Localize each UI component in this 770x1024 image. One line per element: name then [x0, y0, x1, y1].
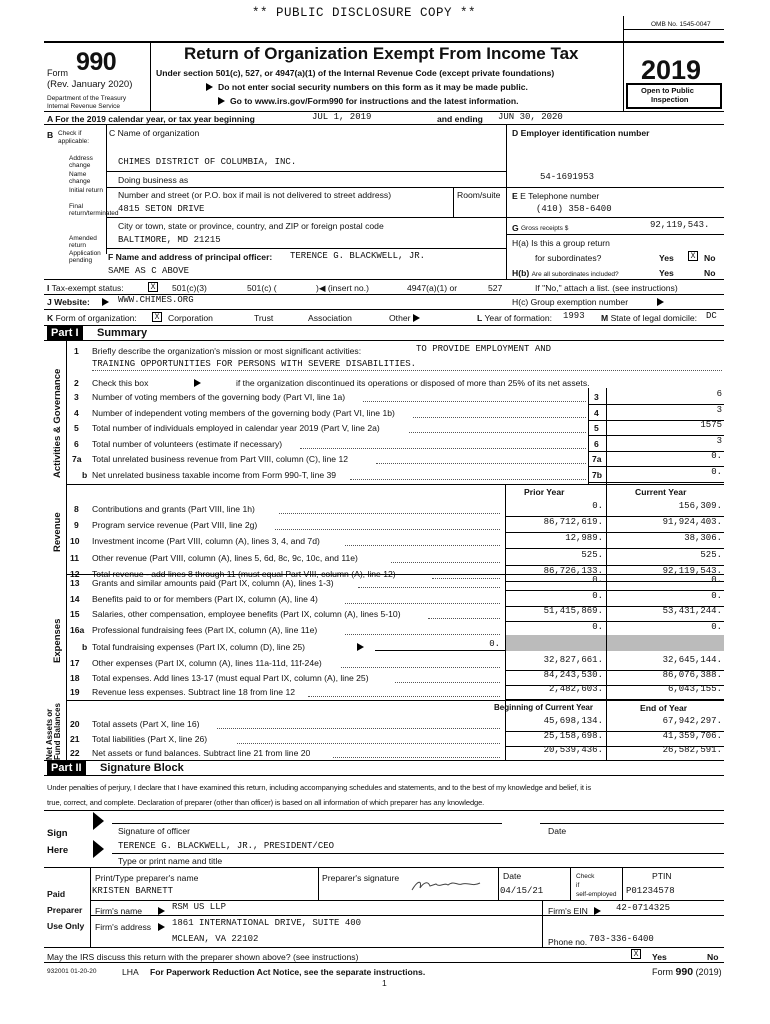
firm-ein[interactable]: 42-0714325 — [616, 903, 671, 913]
paid-label: Paid — [47, 889, 66, 899]
hb-no-label: No — [704, 268, 716, 278]
firm-ein-label: Firm's EIN — [548, 906, 588, 916]
current-year-value[interactable]: 26,582,591. — [662, 745, 722, 755]
principal-officer-address: SAME AS C ABOVE — [108, 266, 190, 276]
ha-label: H(a) Is this a group return — [512, 238, 610, 248]
gov-line-box: 7b — [592, 469, 603, 480]
public-disclosure-banner: ** PUBLIC DISCLOSURE COPY ** — [252, 6, 477, 20]
current-year-value[interactable]: 525. — [700, 549, 722, 560]
instructions-link[interactable]: Go to www.irs.gov/Form990 for instructions and the latest information. — [230, 96, 519, 106]
prior-year-value[interactable]: 32,827,661. — [543, 655, 603, 665]
side-activities-governance: Activities & Governance — [52, 368, 63, 478]
gov-line-number: 4 — [74, 407, 79, 418]
side-net-assets: Net Assets or Fund Balances — [45, 703, 62, 760]
current-year-value[interactable]: 92,119,543. — [662, 565, 722, 576]
gov-line-text: Net unrelated business taxable income from Form 990-T, line 39 — [92, 469, 337, 480]
omb-number: OMB No. 1545-0047 — [651, 21, 711, 28]
line-leader — [395, 682, 500, 683]
prior-year-value[interactable]: 25,158,698. — [543, 730, 603, 741]
line-text: Net assets or fund balances. Subtract line 21 from line 20 — [92, 748, 311, 758]
discuss-yes-checkbox[interactable]: X — [631, 949, 641, 959]
and-ending-label: and ending — [437, 114, 483, 124]
gov-line-leader — [376, 463, 586, 464]
sign-date-label: Date — [548, 826, 567, 836]
line-number: 12 — [70, 568, 80, 579]
preparer-date[interactable]: 04/15/21 — [500, 886, 544, 896]
gov-line-text: Number of independent voting members of the governing body (Part VI, line 1b) — [92, 407, 395, 418]
line-number: 15 — [70, 609, 80, 619]
firm-address-1[interactable]: 1861 INTERNATIONAL DRIVE, SUITE 400 — [172, 918, 362, 928]
ptin-label: PTIN — [652, 871, 672, 881]
dba-label: Doing business as — [118, 175, 189, 185]
line-text: Benefits paid to or for members (Part IX, column (A), line 4) — [92, 593, 318, 604]
j-website-label: J Website: — [47, 297, 90, 307]
line-leader — [308, 696, 500, 697]
prior-year-value[interactable]: 45,698,134. — [543, 716, 603, 726]
current-year-value[interactable]: 6,043,155. — [667, 684, 722, 694]
line-16b-value: 0. — [489, 639, 500, 649]
b-item-initial-return[interactable]: Initial return — [69, 187, 103, 194]
current-year-value[interactable]: 0. — [711, 590, 722, 601]
other-label: Other — [389, 313, 411, 323]
lha-label: LHA — [122, 967, 139, 977]
line-leader — [217, 728, 501, 729]
line-text: Total liabilities (Part X, line 26) — [92, 733, 208, 744]
part1-tag: Part I — [47, 326, 83, 340]
line-number: 10 — [70, 536, 80, 547]
c-name-label: C Name of organization — [109, 128, 200, 138]
e-phone-label: E E Telephone number — [512, 191, 600, 201]
firm-address-label: Firm's address — [95, 922, 152, 932]
if-label: if — [576, 882, 580, 889]
line-2-check: Check this box — [92, 378, 149, 388]
side-revenue: Revenue — [52, 512, 63, 552]
ha-sub-label: for subordinates? — [535, 253, 602, 263]
line-text: Salaries, other compensation, employee benefits (Part IX, column (A), lines 5-10) — [92, 609, 401, 619]
preparer-signature-label: Preparer's signature — [322, 873, 400, 883]
current-year-value[interactable]: 86,076,388. — [662, 669, 722, 680]
line-leader — [358, 587, 500, 588]
arrow-icon — [413, 314, 420, 322]
discuss-no-label: No — [707, 952, 719, 962]
gov-line-box: 3 — [594, 392, 599, 402]
part1-title: Summary — [97, 327, 148, 339]
preparer-name[interactable]: KRISTEN BARNETT — [92, 886, 174, 896]
firm-name-label: Firm's name — [95, 906, 143, 916]
gov-line-value[interactable]: 0. — [711, 466, 722, 477]
arrow-icon — [158, 923, 165, 931]
527-label: 527 — [488, 283, 503, 293]
mission-line-b: TRAINING OPPORTUNITIES FOR PERSONS WITH SEVERE DISABILITIES. — [92, 359, 417, 369]
ssn-notice: Do not enter social security numbers on this form as it may be made public. — [218, 82, 528, 92]
b-item-name-change[interactable]: Name change — [69, 171, 91, 185]
line-text: Total revenue - add lines 8 through 11 (must equal Part VIII, column (A), line 12) — [92, 568, 396, 579]
website-value[interactable]: WWW.CHIMES.ORG — [118, 295, 194, 305]
501c-label: 501(c) ( — [247, 283, 277, 293]
gov-line-number: 6 — [74, 438, 79, 449]
501c3-label: 501(c)(3) — [172, 283, 207, 293]
line-2-text: if the organization discontinued its operations or disposed of more than 25% of its net assets. — [236, 378, 590, 388]
form-code: 932001 01-20-20 — [47, 968, 97, 975]
trust-label: Trust — [254, 313, 274, 323]
current-year-value[interactable]: 0. — [711, 621, 722, 632]
preparer-date-label: Date — [503, 871, 522, 881]
ha-no-checkbox[interactable]: X — [688, 251, 698, 261]
gov-line-text: Number of voting members of the governing body (Part VI, line 1a) — [92, 392, 346, 402]
year-of-formation: 1993 — [563, 311, 585, 321]
gov-line-value[interactable]: 3 — [716, 435, 722, 446]
form-subtitle: Under section 501(c), 527, or 4947(a)(1) of the Internal Revenue Code (except private foundations) — [156, 68, 555, 78]
state-domicile: DC — [706, 311, 717, 321]
gov-line-text: Total number of volunteers (estimate if necessary) — [92, 438, 283, 449]
prior-year-value[interactable]: 0. — [592, 575, 603, 585]
line-text: Total assets (Part X, line 16) — [92, 719, 200, 729]
prior-year-value[interactable]: 86,712,619. — [543, 517, 603, 528]
line-text: Other expenses (Part IX, column (A), lines 11a-11d, 11f-24e) — [92, 658, 322, 668]
line-number: 13 — [70, 578, 80, 588]
line-number: 14 — [70, 593, 80, 604]
line-text: Investment income (Part VIII, column (A), lines 3, 4, and 7d) — [92, 536, 320, 547]
line-16b-text: Total fundraising expenses (Part IX, column (D), line 25) — [92, 642, 306, 652]
gov-line-value[interactable]: 6 — [716, 389, 722, 399]
prior-year-value[interactable]: 2,482,603. — [548, 684, 603, 694]
d-ein-label: D Employer identification number — [512, 128, 650, 138]
footer-form-label: Form 990 (2019) — [652, 966, 722, 978]
current-year-value[interactable]: 67,942,297. — [662, 716, 722, 726]
b-item-amended-return[interactable]: Amended return — [69, 235, 97, 249]
g-label: G — [512, 223, 519, 233]
gov-line-leader — [300, 448, 586, 449]
paperwork-notice: For Paperwork Reduction Act Notice, see the separate instructions. — [150, 967, 426, 977]
perjury-statement-1: Under penalties of perjury, I declare that I have examined this return, including accompanying schedules and statements, and to the best of my knowledge and belief, it is — [47, 783, 592, 792]
sign-arrow-icon — [93, 840, 104, 858]
form-title: Return of Organization Exempt From Income Tax — [184, 44, 579, 63]
line-number: 9 — [74, 520, 79, 531]
gov-line-leader — [350, 479, 586, 480]
perjury-statement-2: true, correct, and complete. Declaration of preparer (other than officer) is based on all information of which preparer has any knowledge. — [47, 798, 485, 807]
line-leader — [341, 667, 500, 668]
gov-line-box: 6 — [594, 438, 599, 449]
open-public-inspection-1: Open to Public — [641, 86, 694, 95]
prior-year-value[interactable]: 86,726,133. — [543, 565, 603, 576]
b-item-final-return[interactable]: Final return/terminated — [69, 203, 119, 217]
current-year-value[interactable]: 41,359,706. — [662, 730, 722, 741]
current-year-value[interactable]: 0. — [711, 575, 722, 585]
association-label: Association — [308, 313, 352, 323]
organization-name: CHIMES DISTRICT OF COLUMBIA, INC. — [118, 157, 297, 167]
hb-note: If "No," attach a list. (see instructions) — [535, 283, 678, 293]
preparer-name-label: Print/Type preparer's name — [95, 873, 199, 883]
arrow-icon — [357, 643, 364, 651]
line-text: Grants and similar amounts paid (Part IX, column (A), lines 1-3) — [92, 578, 334, 588]
principal-officer-name: TERENCE G. BLACKWELL, JR. — [290, 251, 426, 261]
prior-year-value[interactable]: 12,989. — [565, 533, 603, 544]
arrow-icon — [218, 97, 225, 105]
line-1-label: Briefly describe the organization's mission or most significant activities: — [92, 346, 362, 356]
line-number: 16a — [70, 624, 85, 635]
line-leader — [345, 603, 500, 604]
gov-line-number: b — [82, 469, 88, 480]
ha-yes-label: Yes — [659, 253, 674, 263]
line-number: 8 — [74, 504, 79, 514]
line-1-num: 1 — [74, 346, 79, 356]
street-address: 4815 SETON DRIVE — [118, 204, 205, 214]
line-b-label: B — [47, 130, 54, 140]
line-number: 17 — [70, 658, 80, 668]
part2-title: Signature Block — [100, 762, 184, 774]
col-begin-year: Beginning of Current Year — [494, 703, 593, 712]
current-year-value[interactable]: 32,645,144. — [662, 655, 722, 665]
line-a-label: A For the 2019 calendar year, or tax year beginning — [47, 114, 255, 124]
ptin-value[interactable]: P01234578 — [626, 886, 675, 896]
501c3-checkbox[interactable]: X — [148, 282, 158, 292]
gov-line-box: 7a — [592, 454, 602, 464]
ein-value: 54-1691953 — [540, 172, 595, 182]
line-leader — [237, 743, 500, 744]
internal-revenue-service: Internal Revenue Service — [47, 103, 120, 110]
officer-name-title[interactable]: TERENCE G. BLACKWELL, JR., PRESIDENT/CEO — [118, 841, 335, 851]
line-number: 20 — [70, 719, 80, 729]
discuss-question: May the IRS discuss this return with the preparer shown above? (see instructions) — [47, 952, 359, 962]
part2-tag: Part II — [47, 761, 86, 775]
department-treasury: Department of the Treasury — [47, 95, 127, 102]
gov-line-number: 7a — [72, 454, 82, 464]
line-leader — [345, 545, 500, 546]
gov-line-number: 3 — [74, 392, 79, 402]
ha-no-label: No — [704, 253, 716, 263]
gov-line-rule — [588, 482, 724, 483]
line-leader — [275, 529, 500, 530]
arrow-icon — [102, 298, 109, 306]
current-year-value[interactable]: 91,924,403. — [662, 517, 722, 528]
gov-line-box: 5 — [594, 423, 599, 433]
firm-phone[interactable]: 703-336-6400 — [589, 934, 654, 944]
form-revision: (Rev. January 2020) — [47, 79, 133, 90]
4947-label: 4947(a)(1) or — [407, 283, 458, 293]
page-number: 1 — [382, 978, 387, 988]
prior-year-value[interactable]: 20,539,436. — [543, 745, 603, 755]
open-public-inspection-2: Inspection — [651, 95, 689, 104]
line-number: 22 — [70, 748, 80, 758]
prior-year-value[interactable]: 0. — [592, 590, 603, 601]
line-leader — [432, 578, 500, 579]
line-2-num: 2 — [74, 378, 79, 388]
gross-receipts-value: 92,119,543. — [650, 220, 710, 230]
here-label: Here — [47, 845, 69, 856]
prior-year-value[interactable]: 0. — [592, 621, 603, 632]
mission-line-a: TO PROVIDE EMPLOYMENT AND — [416, 344, 552, 354]
line-number: 21 — [70, 733, 80, 744]
phone-no-label: Phone no. — [548, 937, 588, 947]
f-officer-label: F Name and address of principal officer: — [108, 252, 273, 262]
gov-line-text: Total number of individuals employed in calendar year 2019 (Part V, line 2a) — [92, 423, 380, 433]
firm-name[interactable]: RSM US LLP — [172, 902, 227, 912]
corporation-checkbox[interactable]: X — [152, 312, 162, 322]
current-year-value[interactable]: 53,431,244. — [662, 606, 722, 616]
check-label: Check — [576, 873, 595, 880]
b-item-application-pending[interactable]: Application pending — [69, 250, 101, 264]
corporation-label: Corporation — [168, 313, 213, 323]
col-end-year: End of Year — [640, 703, 688, 713]
hb-yes-label: Yes — [659, 268, 674, 278]
signature-officer-label: Signature of officer — [118, 826, 190, 836]
form-number: 990 — [76, 48, 117, 76]
tax-year: 2019 — [641, 55, 702, 85]
prior-year-value[interactable]: 525. — [581, 549, 603, 560]
sign-arrow-icon — [93, 812, 104, 830]
line-leader — [391, 562, 500, 563]
arrow-icon — [206, 83, 213, 91]
arrow-icon — [594, 907, 601, 915]
arrow-icon — [657, 298, 664, 306]
gov-line-text: Total unrelated business revenue from Part VIII, column (C), line 12 — [92, 454, 349, 464]
line-text: Other revenue (Part VIII, column (A), lines 5, 6d, 8c, 9c, 10c, and 11e) — [92, 552, 358, 563]
form-word: Form — [47, 68, 68, 78]
line-leader — [333, 757, 500, 758]
preparer-signature-image — [410, 876, 484, 896]
check-if-applicable: Check if applicable: — [58, 130, 90, 145]
gov-line-leader — [413, 417, 586, 418]
line-text: Contributions and grants (Part VIII, line 1h) — [92, 504, 255, 514]
arrow-icon — [158, 907, 165, 915]
tax-year-end: JUN 30, 2020 — [498, 112, 563, 122]
line-number: 19 — [70, 687, 80, 697]
room-suite-label: Room/suite — [457, 190, 501, 200]
line-16b-num: b — [82, 642, 88, 652]
line-leader — [279, 513, 500, 514]
line-text: Total expenses. Add lines 13-17 (must equal Part IX, column (A), line 25) — [92, 672, 369, 683]
col-current-year: Current Year — [635, 487, 687, 497]
line-text: Revenue less expenses. Subtract line 18 from line 12 — [92, 687, 296, 697]
prior-year-value[interactable]: 51,415,869. — [543, 606, 603, 616]
use-only-label: Use Only — [47, 921, 85, 931]
line-number: 18 — [70, 672, 80, 683]
gross-receipts-label: Gross receipts $ — [521, 225, 569, 232]
city-label: City or town, state or province, country, and ZIP or foreign postal code — [118, 221, 384, 231]
gov-line-value[interactable]: 3 — [716, 404, 722, 415]
firm-address-2[interactable]: MCLEAN, VA 22102 — [172, 934, 259, 944]
street-label: Number and street (or P.O. box if mail is not delivered to street address) — [118, 190, 392, 200]
line-leader — [345, 634, 500, 635]
col-prior-year: Prior Year — [524, 487, 565, 497]
current-year-value[interactable]: 38,306. — [684, 533, 722, 544]
gov-line-value[interactable]: 0. — [711, 451, 722, 461]
preparer-label: Preparer — [47, 905, 83, 915]
gov-line-leader — [363, 401, 586, 402]
insert-no-label: )◀ (insert no.) — [316, 283, 369, 293]
gov-line-box: 4 — [594, 407, 599, 418]
phone-value: (410) 358-6400 — [536, 204, 612, 214]
tax-year-begin: JUL 1, 2019 — [312, 112, 372, 122]
gov-line-number: 5 — [74, 423, 79, 433]
sign-label: Sign — [47, 828, 68, 839]
hc-label: H(c) Group exemption number — [512, 297, 629, 307]
side-expenses: Expenses — [52, 618, 63, 663]
m-state-label: M State of legal domicile: — [601, 313, 698, 323]
k-form-label: K Form of organization: — [47, 313, 137, 323]
self-employed-label[interactable]: self-employed — [576, 891, 617, 898]
gov-line-leader — [409, 432, 586, 433]
i-tax-exempt-label: I Tax-exempt status: — [47, 283, 124, 293]
b-item-address-change[interactable]: Address change — [69, 155, 93, 169]
current-year-value[interactable]: 156,309. — [678, 501, 722, 511]
line-leader — [428, 618, 500, 619]
hb-label: H(b) Are all subordinates included? — [512, 268, 619, 278]
line-text: Program service revenue (Part VIII, line 2g) — [92, 520, 258, 531]
city-state-zip: BALTIMORE, MD 21215 — [118, 235, 221, 245]
discuss-yes-label: Yes — [652, 952, 667, 962]
line-text: Professional fundraising fees (Part IX, column (A), line 11e) — [92, 624, 318, 635]
prior-year-value[interactable]: 0. — [592, 501, 603, 511]
gov-line-value[interactable]: 1575 — [700, 420, 722, 430]
l-year-label: L Year of formation: — [477, 313, 553, 323]
arrow-icon — [194, 379, 201, 387]
line-number: 11 — [70, 552, 80, 563]
type-name-title-label: Type or print name and title — [118, 856, 223, 866]
prior-year-value[interactable]: 84,243,530. — [543, 669, 603, 680]
